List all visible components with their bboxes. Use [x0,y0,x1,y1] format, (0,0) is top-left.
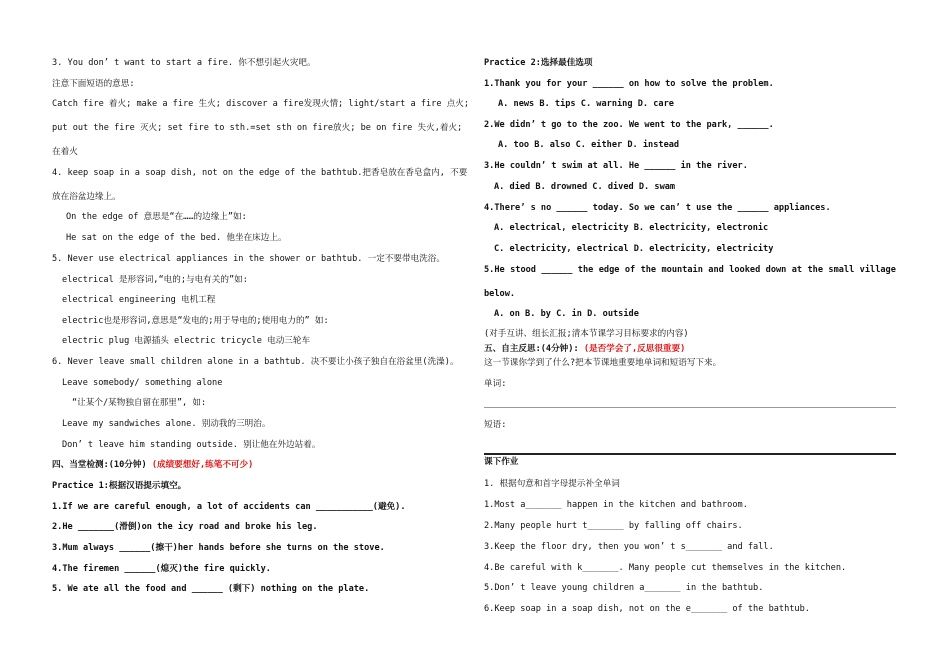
note-soap-translation: 放在浴盆边缘上。 [52,192,121,202]
practice2-title: Practice 2:选择最佳选项 [484,58,593,68]
q5-word: 5.He [484,265,505,275]
edge-explanation: On the edge of 意思是“在……的边缘上”如: [66,212,247,222]
practice1-item5: 5. We ate all the food and ______ (剩下) nothing on the plate. [52,584,370,594]
practice1-item1: 1.If we are careful enough, a lot of accidents can ___________(避免). [52,502,406,512]
section5-description: 这一节课你学到了什么?把本节课地重要地单词和短语写下来。 [484,358,722,368]
homework-title: 课下作业 [484,457,519,467]
q5-word: the [577,265,594,275]
section5-heading [484,343,685,355]
note-fire-sentence: 3. You don’ t want to start a fire. 你不想引起火灾吧。 [52,58,316,68]
phrases-heading: 注意下面短语的意思: [52,79,135,89]
homework-item3: 3.Keep the floor dry, then you won’ t s_______ and fall. [484,542,774,552]
words-label: 单词: [484,379,507,389]
words-divider [484,407,896,408]
electric-explanation: electric也是形容词,意思是“发电的;用于导电的;使用电力的” 如: [62,316,329,326]
q5-word: looked [729,265,761,275]
question4: 4.There’ s no ______ today. So we can’ t use the ______ appliances. [484,203,831,213]
practice1-item3: 3.Mum always ______(擦干)her hands before she turns on the stove. [52,543,385,553]
question5-options: A. on B. by C. in D. outside [494,309,639,319]
practice1-title: Practice 1:根据汉语提示填空。 [52,481,187,491]
q5-word: small [828,265,855,275]
question4-options-a: A. electrical, electricity B. electricity, electronic [494,223,769,233]
leave-example2: Don’ t leave him standing outside. 别让他在外边站着。 [62,440,321,450]
q5-word: and [708,265,724,275]
q5-word: stood [510,265,536,275]
section4-title: 四、当堂检测:(10分钟) [52,460,147,470]
homework-item6: 6.Keep soap in a soap dish, not on the e_______ of the bathtub. [484,604,810,614]
homework-item4: 4.Be careful with k_______. Many people cut themselves in the kitchen. [484,563,847,573]
q5-word: the [640,265,657,275]
question1-options: A. news B. tips C. warning D. care [498,99,674,109]
question3: 3.He couldn’ t swim at all. He ______ in the river. [484,161,748,171]
practice1-item4: 4.The firemen ______(熄灭)the fire quickly. [52,564,271,574]
question2-options: A. too B. also C. either D. instead [498,140,680,150]
q5-word: mountain [661,265,703,275]
homework-item2: 2.Many people hurt t_______ by falling off chairs. [484,521,743,531]
phrases-label: 短语: [484,420,507,430]
section4-heading [52,459,253,471]
note-soap-sentence: 4. keep soap in a soap dish, not on the edge of the bathtub.把香皂放在香皂盒内, 不要 [52,168,468,178]
question3-options: A. died B. drowned C. dived D. swam [494,182,676,192]
q5-word: at [791,265,803,275]
leave-phrase: Leave somebody/ something alone [62,378,223,388]
homework-item1: 1.Most a_______ happen in the kitchen and bathroom. [484,500,748,510]
question5 [484,264,896,276]
leave-example1: Leave my sandwiches alone. 别动我的三明治。 [62,419,271,429]
section4-note: (成绩要想好,练笔不可少) [151,460,254,470]
fire-phrases-line1: Catch fire 着火; make a fire 生火; discover a fire发现火情; light/start a fire 点火; [52,99,470,109]
practice1-item2: 2.He _______(滑倒)on the icy road and broke his leg. [52,522,318,532]
section5-note: (是否学会了,反思很重要) [583,344,686,354]
electrical-explanation: electrical 是形容词,“电的;与电有关的”如: [62,275,248,285]
q5-word: edge [598,265,620,275]
question4-options-b: C. electricity, electrical D. electricity, electricity [494,244,774,254]
section5-title: 五、自主反思:(4分钟): [484,344,579,354]
discussion-note: (对手互讲、组长汇报;清本节课学习目标要求的内容) [484,329,689,339]
fire-phrases-line2: put out the fire 灭火; set fire to sth.=set sth on fire放火; be on fire 失火,着火; [52,123,463,133]
note-leave-sentence: 6. Never leave small children alone in a bathtub. 决不要让小孩子独自在浴盆里(洗澡)。 [52,357,459,367]
homework-item5: 5.Don’ t leave young children a_______ in the bathtub. [484,583,764,593]
edge-example: He sat on the edge of the bed. 他坐在床边上。 [66,233,287,243]
question2: 2.We didn’ t go to the zoo. We went to the park, ______. [484,120,774,130]
question5-continuation: below. [484,289,516,299]
electric-example: electric plug 电源插头 electric tricycle 电动三轮车 [62,336,311,346]
question1: 1.Thank you for your ______ on how to solve the problem. [484,79,774,89]
leave-meaning: “让某个/某物独自留在那里”, 如: [72,398,207,408]
q5-word: of [624,265,636,275]
homework-instruction: 1. 根据句意和首字母提示补全单词 [484,479,620,489]
homework-divider [484,453,896,455]
q5-word: ______ [541,265,573,275]
fire-phrases-line3: 在着火 [52,147,78,157]
electrical-example: electrical engineering 电机工程 [62,295,216,305]
note-electrical-sentence: 5. Never use electrical appliances in the shower or bathtub. 一定不要带电洗浴。 [52,254,445,264]
q5-word: the [807,265,824,275]
q5-word: village [859,265,896,275]
q5-word: down [765,265,787,275]
